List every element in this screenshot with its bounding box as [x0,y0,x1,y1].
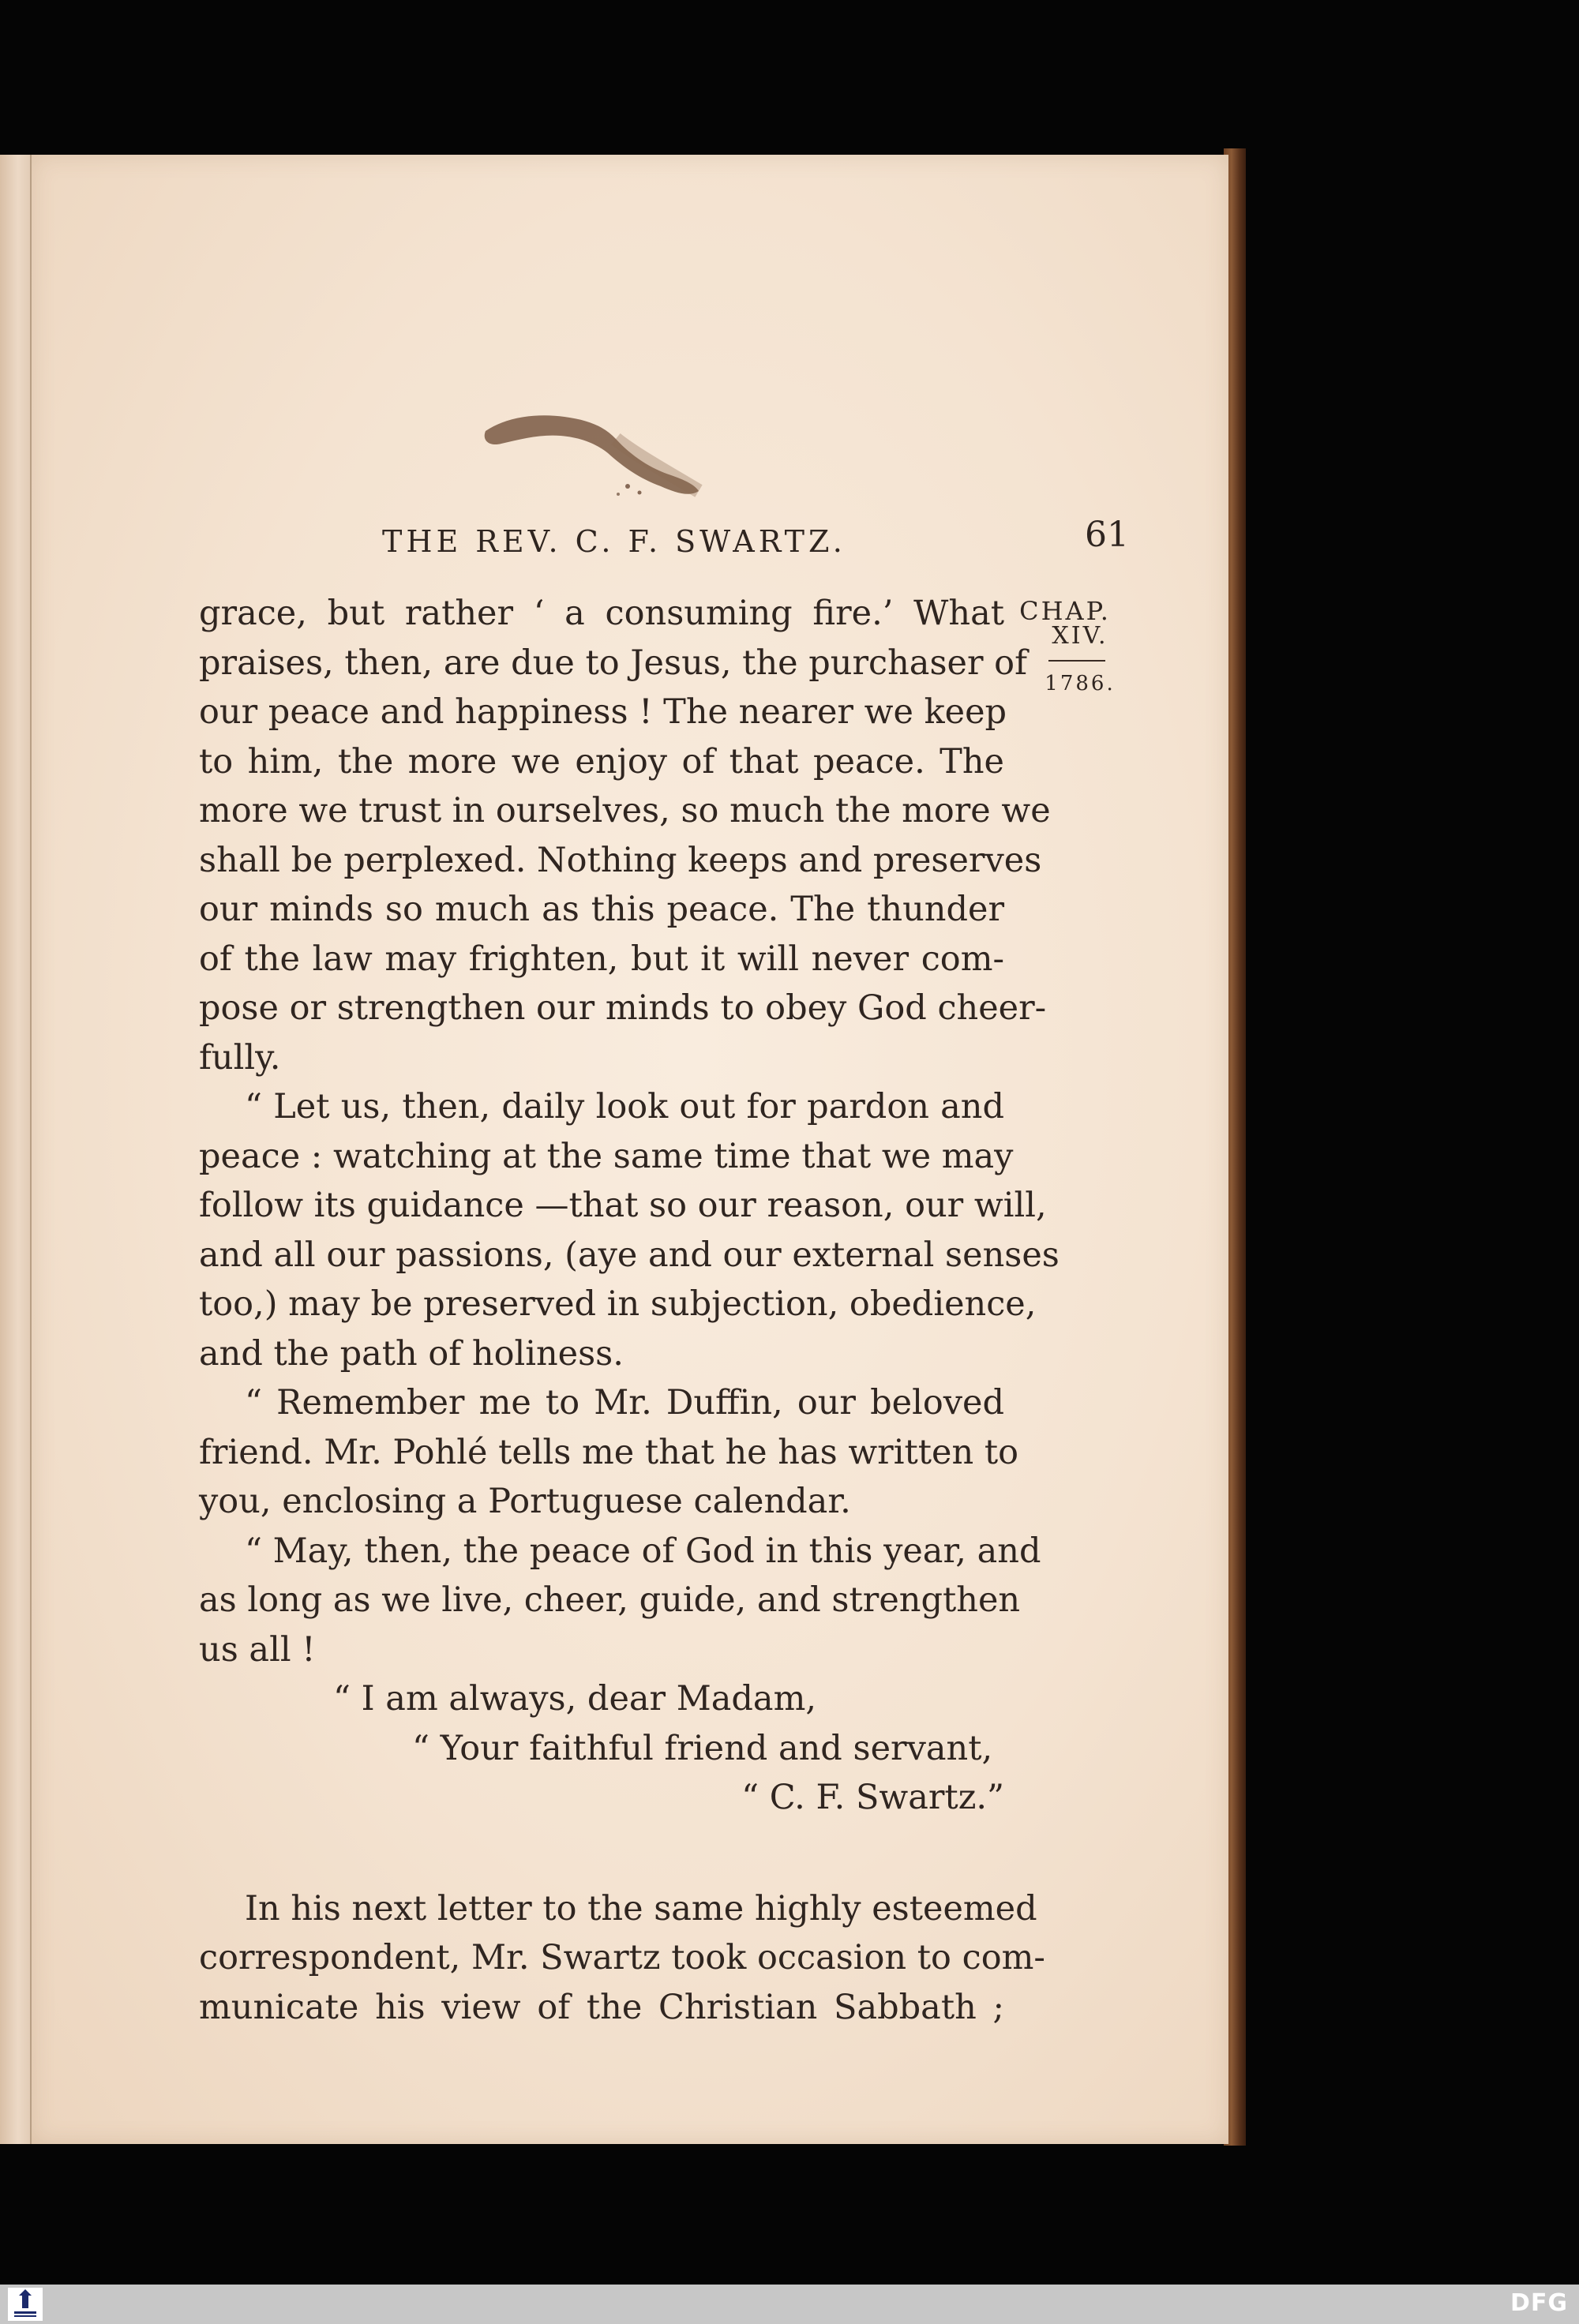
text-line: you, enclosing a Portuguese calendar. [199,1482,851,1521]
text-line: “ May, then, the peace of God in this year, and [245,1531,1041,1571]
margin-note [1014,598,1116,695]
text-line: “ Remember me to Mr. Duffin, our beloved [245,1383,1004,1423]
signature-line: “ Your faithful friend and servant, [412,1728,993,1768]
previous-page-edge [0,155,32,2144]
viewer-footer [0,2285,1579,2324]
text-line: to him, the more we enjoy of that peace. The [199,741,1004,782]
text-line: praises, then, are due to Jesus, the purchaser of [199,643,1027,683]
paragraph-gap [199,1823,1004,1884]
text-line: fully. [199,1037,281,1078]
text-line: pose or strengthen our minds to obey God cheer- [199,988,1047,1028]
text-line: In his next letter to the same highly esteemed [245,1888,1037,1929]
margin-year: 1786. [1045,672,1116,695]
text-line: as long as we live, cheer, guide, and strengthen [199,1580,1021,1620]
text-line: municate his view of the Christian Sabbath ; [199,1987,1004,2027]
signature-name: “ C. F. Swartz.” [741,1778,1004,1817]
text-line: correspondent, Mr. Swartz took occasion to com- [199,1938,1045,1977]
body-text [199,589,1060,2032]
text-line: “ Let us, then, daily look out for pardon and [245,1087,1004,1126]
margin-divider [1048,660,1105,662]
text-line: peace : watching at the same time that we may [199,1136,1014,1176]
book-page [32,155,1228,2144]
signature-line: “ I am always, dear Madam, [333,1679,817,1719]
page-number: 61 [1085,515,1129,555]
text-line: grace, but rather ‘ a consuming fire.’ What [199,594,1004,633]
text-line: friend. Mr. Pohlé tells me that he has written to [199,1432,1019,1472]
margin-chapter-number: XIV. [1052,622,1108,650]
dfg-logo: DFG [1510,2289,1568,2317]
page-stain [478,399,707,506]
text-line: follow its guidance —that so our reason, our will, [199,1186,1047,1225]
text-line: our minds so much as this peace. The thunder [199,890,1004,929]
text-line: and all our passions, (aye and our external senses [199,1235,1060,1275]
text-line: too,) may be preserved in subjection, obedience, [199,1284,1037,1324]
running-head: THE REV. C. F. SWARTZ. [382,524,846,559]
text-line: of the law may frighten, but it will never com- [199,939,1004,979]
text-line: more we trust in ourselves, so much the more we [199,791,1051,830]
text-line: our peace and happiness ! The nearer we keep [199,692,1007,732]
text-line: shall be perplexed. Nothing keeps and preserves [199,840,1042,880]
margin-chapter-label: CHAP. [1019,596,1111,626]
text-line: us all ! [199,1629,316,1670]
text-line: and the path of holiness. [199,1333,624,1374]
library-logo-icon [8,2288,43,2321]
